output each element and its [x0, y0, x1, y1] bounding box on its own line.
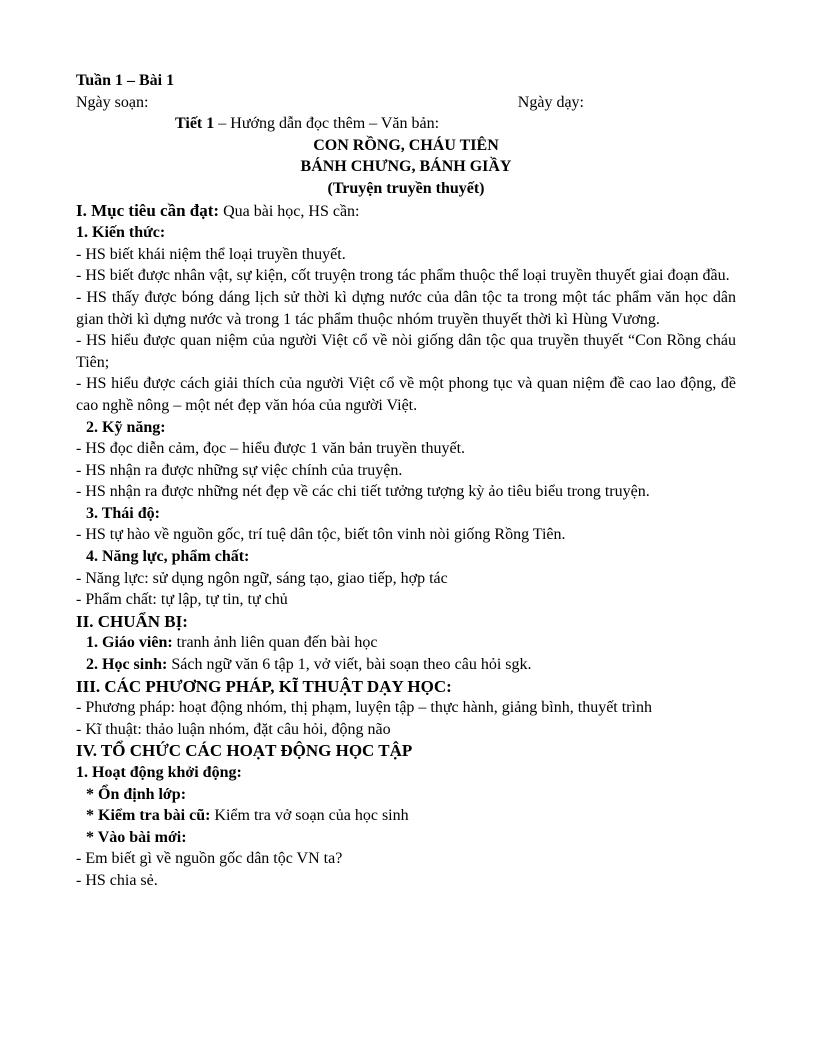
activity-item: - HS chia sẻ. [76, 871, 158, 889]
student-prep: 2. Học sinh: Sách ngữ văn 6 tập 1, vở viết, bài soạn theo câu hỏi sgk. [86, 656, 532, 674]
stabilize-class: * Ổn định lớp: [86, 785, 187, 803]
title-line-2: BÁNH CHƯNG, BÁNH GIẦY [300, 158, 512, 176]
activity-title: 1. Hoạt động khởi động: [76, 764, 242, 781]
knowledge-title: 1. Kiến thức: [76, 224, 166, 242]
attitude-item: - HS tự hào về nguồn gốc, trí tuệ dân tộc, biết tôn vinh nòi giống Rồng Tiên. [76, 526, 566, 544]
method-item: - Phương pháp: hoạt động nhóm, thị phạm, luyện tập – thực hành, giảng bình, thuyết trình [76, 699, 652, 717]
skills-item: - HS nhận ra được những sự việc chính của truyện. [76, 461, 403, 479]
section-2-heading: II. CHUẨN BỊ: [76, 611, 188, 631]
lesson-description: – Hướng dẫn đọc thêm – Văn bản: [214, 115, 440, 133]
section-1-heading: I. Mục tiêu cần đạt: Qua bài học, HS cần: [76, 200, 360, 220]
skills-title: 2. Kỹ năng: [86, 418, 166, 436]
lesson-number: Tiết 1 [175, 115, 215, 133]
ability-item: - Phẩm chất: tự lập, tự tin, tự chủ [76, 591, 288, 609]
genre-subtitle: (Truyện truyền thuyết) [327, 179, 485, 197]
section-4-heading: IV. TỔ CHỨC CÁC HOẠT ĐỘNG HỌC TẬP [76, 741, 413, 761]
activity-item: - Em biết gì về nguồn gốc dân tộc VN ta? [76, 850, 343, 868]
ability-item: - Năng lực: sử dụng ngôn ngữ, sáng tạo, giao tiếp, hợp tác [76, 569, 448, 587]
knowledge-item: - HS biết được nhân vật, sự kiện, cốt truyện trong tác phẩm thuộc thể loại truyền thuyết giai đoạn đầu. [76, 267, 730, 285]
ability-title: 4. Năng lực, phẩm chất: [86, 548, 250, 566]
section-3-heading: III. CÁC PHƯƠNG PHÁP, KĨ THUẬT DẠY HỌC: [76, 676, 452, 696]
knowledge-item: - HS hiểu được quan niệm của người Việt cổ về nòi giống dân tộc qua truyền thuyết “Con Rồng cháu Tiên; [76, 332, 736, 371]
teacher-prep: 1. Giáo viên: tranh ảnh liên quan đến bài học [86, 634, 378, 652]
method-item: - Kĩ thuật: thảo luận nhóm, đặt câu hỏi, động não [76, 720, 391, 738]
skills-item: - HS đọc diễn cảm, đọc – hiểu được 1 văn bản truyền thuyết. [76, 440, 466, 458]
document-page [76, 70, 736, 892]
knowledge-item: - HS biết khái niệm thể loại truyền thuyết. [76, 245, 346, 263]
skills-item: - HS nhận ra được những nét đẹp về các chi tiết tưởng tượng kỳ ảo tiêu biểu trong truyện. [76, 483, 650, 501]
title-line-1: CON RỒNG, CHÁU TIÊN [313, 136, 499, 154]
lesson-intro: * Vào bài mới: [86, 828, 187, 846]
date-row [76, 92, 736, 114]
prep-date-label: Ngày soạn: [76, 93, 149, 111]
knowledge-item: - HS hiểu được cách giải thích của người Việt cổ về một phong tục và quan niệm đề cao lao động, đề cao nghề nông – một nét đẹp văn hóa của người Việt. [76, 375, 736, 414]
attitude-title: 3. Thái độ: [86, 504, 160, 522]
homework-check: * Kiểm tra bài cũ: Kiểm tra vở soạn của học sinh [86, 807, 409, 825]
knowledge-item: - HS thấy được bóng dáng lịch sử thời kì dựng nước của dân tộc ta trong một tác phẩm văn học dân gian thời kì dựng nước và trong 1 tác phẩm thuộc nhóm truyền thuyết thời kì Hùng Vương. [76, 288, 736, 328]
teach-date-label: Ngày dạy: [517, 93, 584, 111]
week-lesson-label: Tuần 1 – Bài 1 [76, 72, 175, 89]
lesson-line [76, 113, 736, 135]
